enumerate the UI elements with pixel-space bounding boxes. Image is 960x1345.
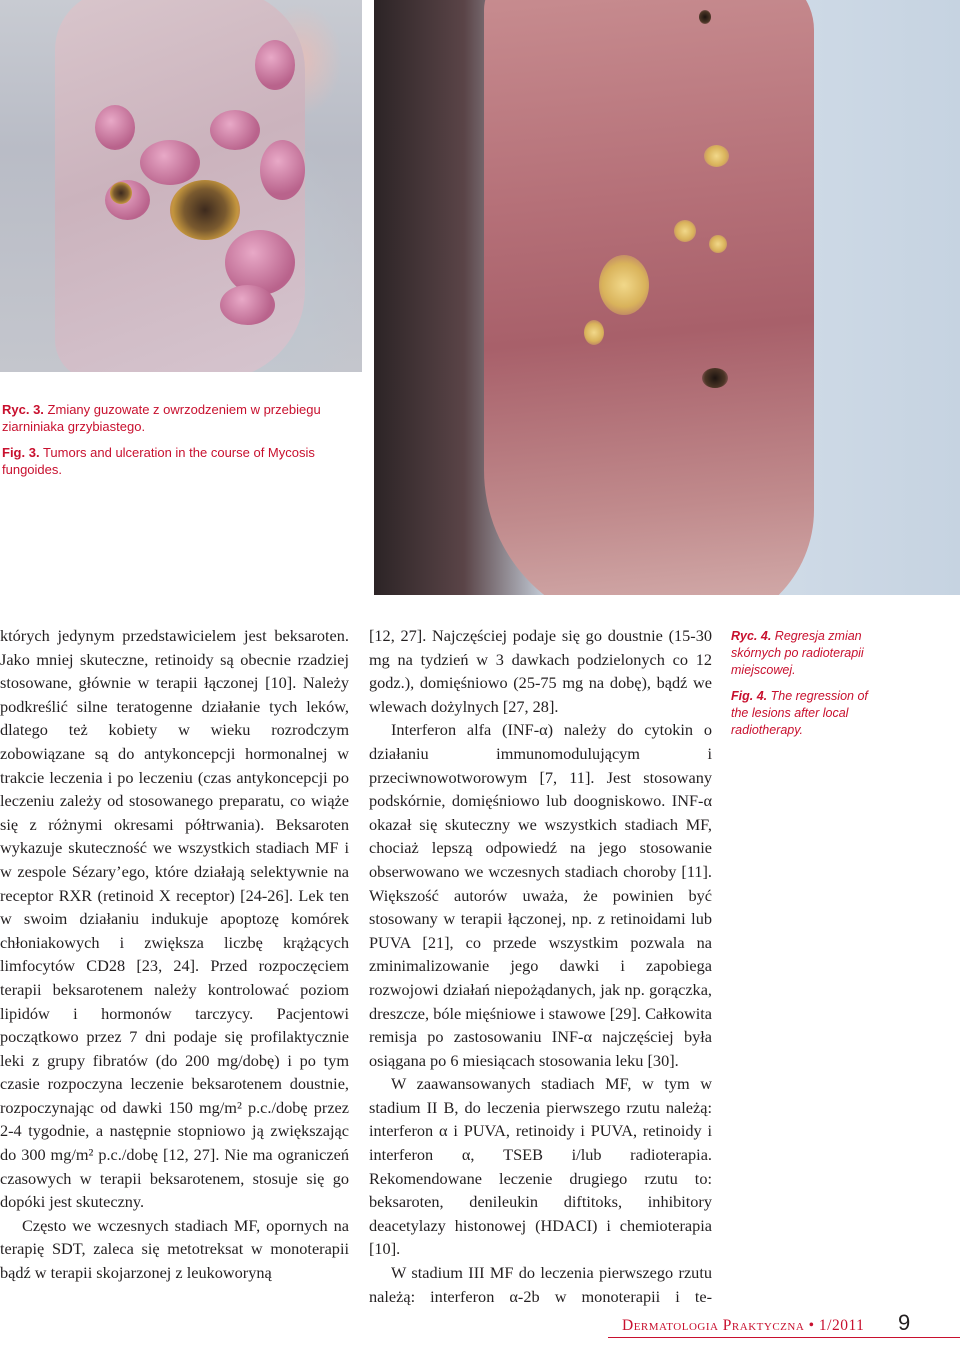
leg-shape [484, 0, 814, 595]
lesion [140, 140, 200, 185]
figure-4-caption [731, 628, 881, 748]
text-column-left [0, 624, 349, 1285]
paragraph: Często we wczesnych stadiach MF, opornych na terapię SDT, zaleca się metotreksat w monoterapii bądź w terapii skojarzonej z leukoworyną [0, 1215, 349, 1283]
figure-4-text-en: The regression of the lesions after local radiotherapy. [731, 689, 868, 737]
footer-rule [608, 1337, 960, 1338]
paragraph: W stadium III MF do leczenia pierwszego rzutu należą: interferon α-2b w monoterapii i te- [369, 1263, 712, 1306]
figure-3-caption [2, 401, 347, 487]
ulcer [170, 180, 240, 240]
lesion [210, 110, 260, 150]
ulcer [699, 10, 711, 24]
figure-3-text-en: Tumors and ulceration in the course of Mycosis fungoides. [2, 445, 315, 477]
figure-3-label-pl: Ryc. 3. [2, 402, 44, 417]
figure-3-photo [0, 0, 362, 372]
crust [704, 145, 729, 167]
ulcer [110, 182, 132, 204]
crust [599, 255, 649, 315]
paragraph: [12, 27]. Najczęściej podaje się go doustnie (15-30 mg na tydzień w 3 dawkach podzielonych co 12 godz.), domięśniowo (25-75 mg na dobę), bądź we wlewach dożylnych [27, 28]. [369, 626, 712, 716]
figure-4-text-pl: Regresja zmian skórnych po radioterapii miejscowej. [731, 629, 864, 677]
figure-4-photo [374, 0, 960, 595]
journal-name: Dermatologia Praktyczna • 1/2011 [622, 1317, 865, 1334]
crust [584, 320, 604, 345]
crust [674, 220, 696, 242]
lesion [255, 40, 295, 90]
text-column-middle [369, 624, 712, 1308]
figure-3-text-pl: Zmiany guzowate z owrzodzeniem w przebiegu ziarniniaka grzybiastego. [2, 402, 321, 434]
figure-3-label-en: Fig. 3. [2, 445, 40, 460]
page-number: 9 [898, 1310, 911, 1335]
lesion [260, 140, 305, 200]
lesion [220, 285, 275, 325]
lesion [95, 105, 135, 150]
crust [709, 235, 727, 253]
paragraph: których jedynym przedstawicielem jest beksaroten. Jako mniej skuteczne, retinoidy są obecnie rzadziej stosowane, głównie w terapii łączonej [10]. Należy podkreślić silne teratogenne działanie tych leków, dlatego też kobiety w wieku rozrodczym zobowiązane są do antykoncepcji hormonalnej w trakcie leczenia i po leczeniu (czas antykoncepcji po leczeniu zależy od stosowanego preparatu, co wiąże się z różnymi okresami półtrwania). Beksaroten wykazuje skuteczność we wszystkich stadiach MF i w zespole Sézary’ego, które działają selektywnie na receptor RXR (retinoid X receptor) [24-26]. Lek ten w swoim działaniu indukuje apoptozę komórek chłoniakowych i zwiększa liczbę krążących limfocytów CD28 [23, 24]. Przed rozpoczęciem terapii beksarotenem należy kontrolować poziom lipidów i hormonów tarczycy. Pacjentowi początkowo przez 7 dni podaje się profilaktycznie leki z grupy fibratów (do 200 mg/dobę) i po tym czasie rozpoczyna leczenie beksarotenem doustnie, rozpoczynając od dawki 150 mg/m² p.c./dobę przez 2-4 tygodnie, a następnie stopniowo ją zwiększając do 300 mg/m² p.c./dobę [12, 27]. Nie ma ograniczeń czasowych w terapii beksarotenem, stosuje się go dopóki jest skuteczny. [0, 626, 349, 1212]
ulcer [702, 368, 728, 388]
figure-4-label-pl: Ryc. 4. [731, 629, 772, 643]
paragraph: W zaawansowanych stadiach MF, w tym w stadium II B, do leczenia pierwszego rzutu należą: interferon α i PUVA, retinoidy i PUVA, retinoidy i interferon α, TSEB i/lub radioterapia. Rekomendowane leczenie drugiego rzutu to: beksaroten, denileukin diftitoks, inhibitory deacetylazy histonowej (HDACI) i chemioterapia [10]. [369, 1074, 712, 1259]
lesion [225, 230, 295, 295]
paragraph: Interferon alfa (INF-α) należy do cytokin o działaniu immunomodulującym i przeciwnowotworowym [7, 11]. Jest stosowany podskórnie, domięśniowo lub doogniskowo. INF-α okazał się skuteczny we wszystkich stadiach MF, chociaż lepszą odpowiedź na jego stosowanie obserwowano we wczesnych stadiach choroby [11]. Większość autorów uważa, że powinien być stosowany w terapii łączonej, np. z retinoidami lub PUVA [21], co przede wszystkim pozwala na zminimalizowanie jego dawki i zapobiega rozwojowi działań niepożądanych, jak np. gorączka, dreszcze, bóle mięśniowe i stawowe [29]. Całkowita remisja po zastosowaniu INF-α najczęściej była osiągana po 6 miesiącach stosowania leku [30]. [369, 720, 712, 1070]
figure-4-label-en: Fig. 4. [731, 689, 768, 703]
